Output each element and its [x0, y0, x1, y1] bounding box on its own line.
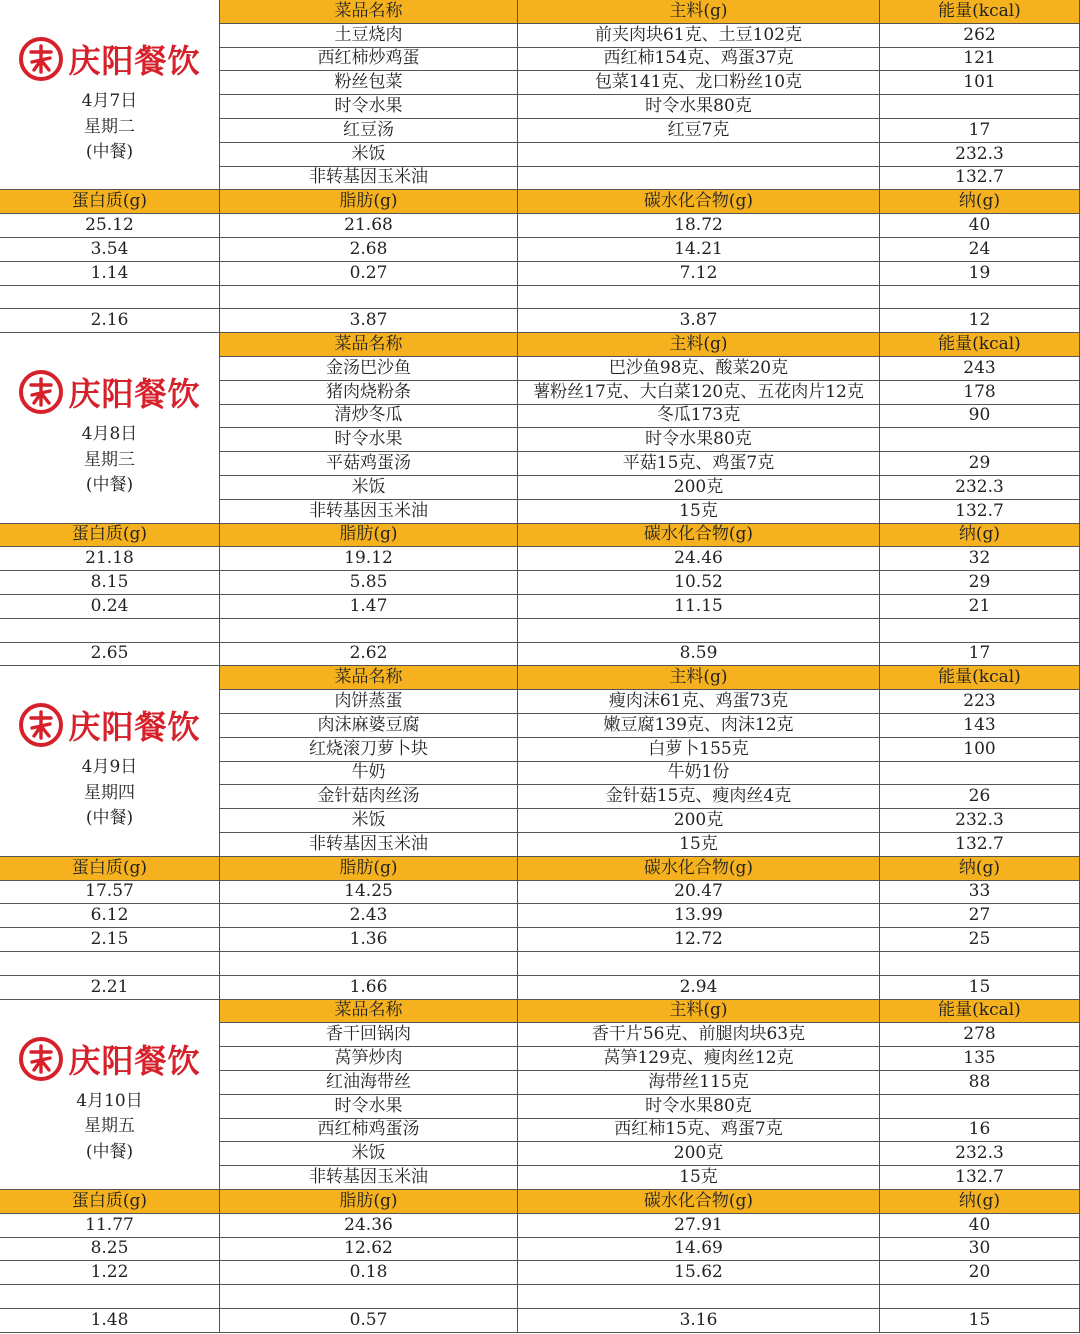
dish-energy — [880, 762, 1080, 786]
day-weekday: 星期四 — [84, 782, 135, 803]
header-carbs: 碳水化合物(g) — [518, 1190, 880, 1214]
dish-ingredients: 时令水果80克 — [518, 95, 880, 119]
sodium-value — [880, 619, 1080, 643]
dish-ingredients: 金针菇15克、瘦肉丝4克 — [518, 785, 880, 809]
sodium-value: 21 — [880, 595, 1080, 619]
dish-name: 米饭 — [220, 809, 518, 833]
header-protein: 蛋白质(g) — [0, 190, 220, 214]
dish-ingredients: 15克 — [518, 500, 880, 524]
day-label-cell — [0, 0, 220, 190]
day-label-cell — [0, 666, 220, 856]
sodium-value — [880, 952, 1080, 976]
fat-value: 1.36 — [220, 928, 518, 952]
dish-ingredients: 平菇15克、鸡蛋7克 — [518, 452, 880, 476]
carbs-value — [518, 619, 880, 643]
carbs-value: 7.12 — [518, 262, 880, 286]
carbs-value: 20.47 — [518, 881, 880, 905]
dish-energy: 223 — [880, 690, 1080, 714]
protein-value: 21.18 — [0, 547, 220, 571]
header-ingredients: 主料(g) — [518, 1000, 880, 1024]
dish-name: 莴笋炒肉 — [220, 1047, 518, 1071]
dish-ingredients: 瘦肉沫61克、鸡蛋73克 — [518, 690, 880, 714]
header-sodium: 纳(g) — [880, 1190, 1080, 1214]
protein-value — [0, 286, 220, 310]
day-date: 4月9日 — [81, 757, 138, 778]
dish-ingredients: 冬瓜173克 — [518, 405, 880, 429]
dish-name: 时令水果 — [220, 428, 518, 452]
carbs-value: 27.91 — [518, 1214, 880, 1238]
carbs-value: 13.99 — [518, 904, 880, 928]
carbs-value — [518, 952, 880, 976]
protein-value: 8.25 — [0, 1238, 220, 1262]
brand-logo — [18, 1036, 200, 1082]
carbs-value: 2.94 — [518, 976, 880, 1000]
header-protein: 蛋白质(g) — [0, 1190, 220, 1214]
header-protein: 蛋白质(g) — [0, 524, 220, 548]
dish-name: 米饭 — [220, 1142, 518, 1166]
protein-value — [0, 1285, 220, 1309]
fat-value: 19.12 — [220, 547, 518, 571]
protein-value: 2.21 — [0, 976, 220, 1000]
header-carbs: 碳水化合物(g) — [518, 857, 880, 881]
day-label-cell — [0, 333, 220, 523]
dish-energy: 278 — [880, 1023, 1080, 1047]
header-dish-name: 菜品名称 — [220, 1000, 518, 1024]
dish-name: 非转基因玉米油 — [220, 167, 518, 191]
brand-name: 庆阳餐饮 — [68, 708, 201, 747]
header-sodium: 纳(g) — [880, 190, 1080, 214]
sodium-value: 17 — [880, 643, 1080, 667]
header-dish-name: 菜品名称 — [220, 666, 518, 690]
brand-logo-icon — [18, 36, 64, 82]
dish-ingredients: 包菜141克、龙口粉丝10克 — [518, 71, 880, 95]
protein-value — [0, 619, 220, 643]
day-date: 4月7日 — [81, 91, 138, 111]
dish-energy: 101 — [880, 71, 1080, 95]
header-energy: 能量(kcal) — [880, 333, 1080, 357]
protein-value: 6.12 — [0, 904, 220, 928]
protein-value: 3.54 — [0, 238, 220, 262]
fat-value: 2.68 — [220, 238, 518, 262]
dish-name: 香干回锅肉 — [220, 1023, 518, 1047]
day-label-cell — [0, 1000, 220, 1190]
header-energy: 能量(kcal) — [880, 1000, 1080, 1024]
fat-value: 2.43 — [220, 904, 518, 928]
dish-energy: 88 — [880, 1071, 1080, 1095]
brand-name: 庆阳餐饮 — [68, 1041, 201, 1080]
dish-name: 西红柿炒鸡蛋 — [220, 48, 518, 72]
dish-ingredients: 西红柿154克、鸡蛋37克 — [518, 48, 880, 72]
day-meal: (中餐) — [85, 475, 134, 496]
sodium-value: 29 — [880, 571, 1080, 595]
fat-value: 3.87 — [220, 309, 518, 333]
dish-energy: 132.7 — [880, 833, 1080, 857]
dish-name: 肉饼蒸蛋 — [220, 690, 518, 714]
fat-value: 0.27 — [220, 262, 518, 286]
header-fat: 脂肪(g) — [220, 857, 518, 881]
dish-name: 红豆汤 — [220, 119, 518, 143]
sodium-value — [880, 286, 1080, 310]
header-fat: 脂肪(g) — [220, 1190, 518, 1214]
fat-value: 2.62 — [220, 643, 518, 667]
dish-energy: 100 — [880, 738, 1080, 762]
carbs-value: 18.72 — [518, 214, 880, 238]
header-energy: 能量(kcal) — [880, 666, 1080, 690]
dish-name: 平菇鸡蛋汤 — [220, 452, 518, 476]
dish-energy: 143 — [880, 714, 1080, 738]
dish-ingredients: 200克 — [518, 476, 880, 500]
day-meal: (中餐) — [85, 1141, 134, 1162]
fat-value: 24.36 — [220, 1214, 518, 1238]
dish-energy: 29 — [880, 452, 1080, 476]
sodium-value: 24 — [880, 238, 1080, 262]
protein-value: 1.22 — [0, 1261, 220, 1285]
fat-value: 0.57 — [220, 1309, 518, 1333]
dish-energy: 132.7 — [880, 1166, 1080, 1190]
day-weekday: 星期二 — [84, 116, 135, 137]
protein-value: 1.48 — [0, 1309, 220, 1333]
carbs-value: 24.46 — [518, 547, 880, 571]
dish-energy: 262 — [880, 24, 1080, 48]
fat-value: 12.62 — [220, 1238, 518, 1262]
dish-ingredients: 西红柿15克、鸡蛋7克 — [518, 1119, 880, 1143]
carbs-value: 10.52 — [518, 571, 880, 595]
day-meal: (中餐) — [85, 808, 134, 829]
dish-ingredients: 嫩豆腐139克、肉沫12克 — [518, 714, 880, 738]
dish-name: 红油海带丝 — [220, 1071, 518, 1095]
dish-ingredients: 时令水果80克 — [518, 1095, 880, 1119]
header-ingredients: 主料(g) — [518, 666, 880, 690]
header-carbs: 碳水化合物(g) — [518, 190, 880, 214]
dish-name: 时令水果 — [220, 1095, 518, 1119]
header-fat: 脂肪(g) — [220, 190, 518, 214]
carbs-value — [518, 286, 880, 310]
fat-value: 5.85 — [220, 571, 518, 595]
dish-ingredients: 巴沙鱼98克、酸菜20克 — [518, 357, 880, 381]
protein-value: 25.12 — [0, 214, 220, 238]
dish-name: 非转基因玉米油 — [220, 500, 518, 524]
dish-name: 猪肉烧粉条 — [220, 381, 518, 405]
dish-ingredients: 15克 — [518, 833, 880, 857]
dish-ingredients: 白萝卜155克 — [518, 738, 880, 762]
dish-energy: 232.3 — [880, 143, 1080, 167]
dish-ingredients: 莴笋129克、瘦肉丝12克 — [518, 1047, 880, 1071]
day-meal: (中餐) — [85, 142, 134, 163]
dish-ingredients: 时令水果80克 — [518, 428, 880, 452]
fat-value — [220, 952, 518, 976]
header-ingredients: 主料(g) — [518, 333, 880, 357]
dish-name: 土豆烧肉 — [220, 24, 518, 48]
dish-energy: 135 — [880, 1047, 1080, 1071]
carbs-value: 14.69 — [518, 1238, 880, 1262]
dish-energy — [880, 428, 1080, 452]
dish-name: 非转基因玉米油 — [220, 833, 518, 857]
header-protein: 蛋白质(g) — [0, 857, 220, 881]
carbs-value: 15.62 — [518, 1261, 880, 1285]
sodium-value: 19 — [880, 262, 1080, 286]
dish-energy: 243 — [880, 357, 1080, 381]
header-dish-name: 菜品名称 — [220, 0, 518, 24]
sodium-value: 15 — [880, 976, 1080, 1000]
dish-name: 粉丝包菜 — [220, 71, 518, 95]
dish-energy: 232.3 — [880, 476, 1080, 500]
sodium-value: 32 — [880, 547, 1080, 571]
dish-energy: 232.3 — [880, 1142, 1080, 1166]
protein-value: 1.14 — [0, 262, 220, 286]
sodium-value: 40 — [880, 1214, 1080, 1238]
dish-name: 金汤巴沙鱼 — [220, 357, 518, 381]
fat-value — [220, 286, 518, 310]
brand-name: 庆阳餐饮 — [68, 375, 201, 414]
protein-value: 0.24 — [0, 595, 220, 619]
header-fat: 脂肪(g) — [220, 524, 518, 548]
carbs-value: 12.72 — [518, 928, 880, 952]
dish-name: 金针菇肉丝汤 — [220, 785, 518, 809]
dish-energy: 26 — [880, 785, 1080, 809]
protein-value: 11.77 — [0, 1214, 220, 1238]
sodium-value: 25 — [880, 928, 1080, 952]
brand-logo — [18, 36, 200, 82]
header-sodium: 纳(g) — [880, 857, 1080, 881]
dish-name: 非转基因玉米油 — [220, 1166, 518, 1190]
sodium-value: 33 — [880, 881, 1080, 905]
protein-value: 2.16 — [0, 309, 220, 333]
dish-ingredients: 牛奶1份 — [518, 762, 880, 786]
dish-name: 牛奶 — [220, 762, 518, 786]
header-sodium: 纳(g) — [880, 524, 1080, 548]
brand-name: 庆阳餐饮 — [68, 42, 201, 80]
brand-logo-icon — [18, 1036, 64, 1082]
dish-ingredients: 200克 — [518, 809, 880, 833]
dish-ingredients: 薯粉丝17克、大白菜120克、五花肉片12克 — [518, 381, 880, 405]
fat-value: 1.47 — [220, 595, 518, 619]
dish-ingredients — [518, 167, 880, 191]
dish-ingredients: 15克 — [518, 1166, 880, 1190]
carbs-value: 3.16 — [518, 1309, 880, 1333]
sodium-value: 27 — [880, 904, 1080, 928]
day-weekday: 星期五 — [84, 1116, 135, 1137]
carbs-value: 3.87 — [518, 309, 880, 333]
protein-value: 8.15 — [0, 571, 220, 595]
dish-name: 红烧滚刀萝卜块 — [220, 738, 518, 762]
dish-energy: 232.3 — [880, 809, 1080, 833]
carbs-value: 11.15 — [518, 595, 880, 619]
dish-energy — [880, 95, 1080, 119]
dish-ingredients — [518, 143, 880, 167]
protein-value: 2.65 — [0, 643, 220, 667]
dish-name: 清炒冬瓜 — [220, 405, 518, 429]
fat-value: 21.68 — [220, 214, 518, 238]
dish-ingredients: 香干片56克、前腿肉块63克 — [518, 1023, 880, 1047]
header-dish-name: 菜品名称 — [220, 333, 518, 357]
day-date: 4月10日 — [76, 1090, 143, 1111]
protein-value: 2.15 — [0, 928, 220, 952]
dish-energy: 17 — [880, 119, 1080, 143]
brand-logo — [18, 369, 200, 415]
sodium-value — [880, 1285, 1080, 1309]
protein-value: 17.57 — [0, 881, 220, 905]
header-energy: 能量(kcal) — [880, 0, 1080, 24]
fat-value — [220, 1285, 518, 1309]
dish-energy: 121 — [880, 48, 1080, 72]
dish-energy: 132.7 — [880, 167, 1080, 191]
dish-ingredients: 前夹肉块61克、土豆102克 — [518, 24, 880, 48]
carbs-value — [518, 1285, 880, 1309]
day-weekday: 星期三 — [84, 449, 135, 470]
dish-energy: 90 — [880, 405, 1080, 429]
dish-name: 时令水果 — [220, 95, 518, 119]
dish-ingredients: 海带丝115克 — [518, 1071, 880, 1095]
dish-energy: 132.7 — [880, 500, 1080, 524]
dish-name: 米饭 — [220, 476, 518, 500]
dish-name: 肉沫麻婆豆腐 — [220, 714, 518, 738]
dish-name: 西红柿鸡蛋汤 — [220, 1119, 518, 1143]
dish-energy: 16 — [880, 1119, 1080, 1143]
dish-energy — [880, 1095, 1080, 1119]
fat-value: 14.25 — [220, 881, 518, 905]
header-carbs: 碳水化合物(g) — [518, 524, 880, 548]
carbs-value: 14.21 — [518, 238, 880, 262]
dish-energy: 178 — [880, 381, 1080, 405]
fat-value: 0.18 — [220, 1261, 518, 1285]
carbs-value: 8.59 — [518, 643, 880, 667]
sodium-value: 40 — [880, 214, 1080, 238]
header-ingredients: 主料(g) — [518, 0, 880, 24]
sodium-value: 30 — [880, 1238, 1080, 1262]
brand-logo-icon — [18, 702, 64, 748]
dish-ingredients: 200克 — [518, 1142, 880, 1166]
sodium-value: 12 — [880, 309, 1080, 333]
brand-logo — [18, 702, 200, 748]
dish-name: 米饭 — [220, 143, 518, 167]
sodium-value: 20 — [880, 1261, 1080, 1285]
fat-value: 1.66 — [220, 976, 518, 1000]
dish-ingredients: 红豆7克 — [518, 119, 880, 143]
protein-value — [0, 952, 220, 976]
sodium-value: 15 — [880, 1309, 1080, 1333]
brand-logo-icon — [18, 369, 64, 415]
day-date: 4月8日 — [81, 424, 138, 445]
fat-value — [220, 619, 518, 643]
